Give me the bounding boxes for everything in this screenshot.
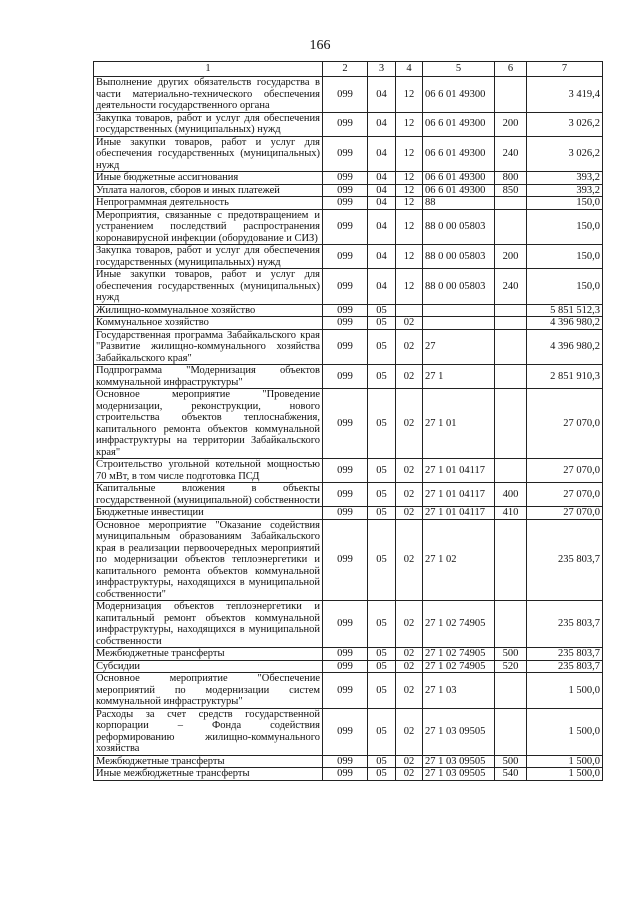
target-item-cell: 27 1 02 74905 (423, 601, 495, 648)
section-cell: 04 (368, 269, 396, 305)
item-name-cell: Основное мероприятие "Оказание содействия муниципальным образованиям Забайкальского края в реализации первоочередных мероприятий по модернизации объектов теплоэнергетики и капитального ремонта объектов коммунальной инфраструктуры, находящихся в муниципальной собственности" (94, 519, 323, 601)
section-cell: 04 (368, 77, 396, 113)
table-row (94, 483, 603, 507)
item-name-cell: Выполнение других обязательств государства в части материально-технического обеспечения деятельности государственного органа (94, 77, 323, 113)
target-item-cell: 27 1 01 04117 (423, 459, 495, 483)
ministry-code-cell: 099 (323, 507, 368, 520)
ministry-code-cell: 099 (323, 136, 368, 172)
amount-cell: 150,0 (527, 197, 603, 210)
amount-cell: 1 500,0 (527, 673, 603, 709)
section-cell: 05 (368, 329, 396, 365)
amount-cell: 27 070,0 (527, 459, 603, 483)
target-item-cell: 27 1 (423, 365, 495, 389)
ministry-code-cell: 099 (323, 708, 368, 755)
target-item-cell: 27 1 01 (423, 389, 495, 459)
target-item-cell: 06 6 01 49300 (423, 112, 495, 136)
subsection-cell: 02 (396, 483, 423, 507)
table-row (94, 197, 603, 210)
subsection-cell: 02 (396, 660, 423, 673)
budget-table (93, 61, 603, 781)
table-row (94, 648, 603, 661)
target-item-cell: 06 6 01 49300 (423, 136, 495, 172)
ministry-code-cell: 099 (323, 755, 368, 768)
subsection-cell: 02 (396, 507, 423, 520)
ministry-code-cell: 099 (323, 304, 368, 317)
section-cell: 05 (368, 459, 396, 483)
ministry-code-cell: 099 (323, 519, 368, 601)
ministry-code-cell: 099 (323, 648, 368, 661)
ministry-code-cell: 099 (323, 245, 368, 269)
section-cell: 05 (368, 365, 396, 389)
expense-type-cell: 850 (495, 184, 527, 197)
target-item-cell: 88 0 00 05803 (423, 245, 495, 269)
subsection-cell: 02 (396, 389, 423, 459)
column-header: 7 (527, 62, 603, 77)
column-header: 6 (495, 62, 527, 77)
target-item-cell: 27 1 01 04117 (423, 483, 495, 507)
amount-cell: 1 500,0 (527, 768, 603, 781)
table-row (94, 507, 603, 520)
target-item-cell: 88 (423, 197, 495, 210)
item-name-cell: Закупка товаров, работ и услуг для обеспечения государственных (муниципальных) нужд (94, 245, 323, 269)
subsection-cell: 12 (396, 245, 423, 269)
ministry-code-cell: 099 (323, 389, 368, 459)
table-row (94, 77, 603, 113)
ministry-code-cell: 099 (323, 673, 368, 709)
table-row (94, 112, 603, 136)
section-cell: 04 (368, 184, 396, 197)
table-row (94, 601, 603, 648)
expense-type-cell (495, 601, 527, 648)
ministry-code-cell: 099 (323, 329, 368, 365)
amount-cell: 1 500,0 (527, 755, 603, 768)
table-row (94, 755, 603, 768)
table-row (94, 519, 603, 601)
ministry-code-cell: 099 (323, 209, 368, 245)
table-row (94, 708, 603, 755)
item-name-cell: Уплата налогов, сборов и иных платежей (94, 184, 323, 197)
subsection-cell: 12 (396, 209, 423, 245)
subsection-cell: 02 (396, 708, 423, 755)
expense-type-cell: 520 (495, 660, 527, 673)
ministry-code-cell: 099 (323, 660, 368, 673)
section-cell: 05 (368, 483, 396, 507)
ministry-code-cell: 099 (323, 172, 368, 185)
table-row (94, 317, 603, 330)
expense-type-cell: 200 (495, 112, 527, 136)
item-name-cell: Государственная программа Забайкальского края "Развитие жилищно-коммунального хозяйства Забайкальского края" (94, 329, 323, 365)
subsection-cell: 12 (396, 172, 423, 185)
expense-type-cell (495, 708, 527, 755)
section-cell: 05 (368, 389, 396, 459)
amount-cell: 3 026,2 (527, 112, 603, 136)
ministry-code-cell: 099 (323, 77, 368, 113)
subsection-cell: 02 (396, 755, 423, 768)
ministry-code-cell: 099 (323, 269, 368, 305)
expense-type-cell (495, 317, 527, 330)
target-item-cell: 27 1 03 (423, 673, 495, 709)
item-name-cell: Жилищно-коммунальное хозяйство (94, 304, 323, 317)
header-row (94, 62, 603, 77)
amount-cell: 3 026,2 (527, 136, 603, 172)
target-item-cell: 88 0 00 05803 (423, 269, 495, 305)
ministry-code-cell: 099 (323, 317, 368, 330)
section-cell: 05 (368, 768, 396, 781)
amount-cell: 150,0 (527, 245, 603, 269)
table-row (94, 136, 603, 172)
section-cell: 04 (368, 245, 396, 269)
amount-cell: 27 070,0 (527, 389, 603, 459)
target-item-cell: 06 6 01 49300 (423, 172, 495, 185)
subsection-cell: 02 (396, 365, 423, 389)
section-cell: 05 (368, 648, 396, 661)
item-name-cell: Иные закупки товаров, работ и услуг для обеспечения государственных (муниципальных) нужд (94, 269, 323, 305)
subsection-cell: 02 (396, 459, 423, 483)
expense-type-cell (495, 329, 527, 365)
subsection-cell: 02 (396, 673, 423, 709)
section-cell: 04 (368, 136, 396, 172)
expense-type-cell (495, 365, 527, 389)
target-item-cell: 27 1 01 04117 (423, 507, 495, 520)
column-header: 5 (423, 62, 495, 77)
item-name-cell: Строительство угольной котельной мощностью 70 мВт, в том числе подготовка ПСД (94, 459, 323, 483)
column-header: 3 (368, 62, 396, 77)
column-header: 4 (396, 62, 423, 77)
subsection-cell: 02 (396, 317, 423, 330)
expense-type-cell: 500 (495, 648, 527, 661)
target-item-cell (423, 317, 495, 330)
table-row (94, 209, 603, 245)
amount-cell: 4 396 980,2 (527, 317, 603, 330)
item-name-cell: Иные закупки товаров, работ и услуг для обеспечения государственных (муниципальных) нужд (94, 136, 323, 172)
expense-type-cell: 800 (495, 172, 527, 185)
column-header: 1 (94, 62, 323, 77)
table-row (94, 269, 603, 305)
section-cell: 05 (368, 660, 396, 673)
ministry-code-cell: 099 (323, 365, 368, 389)
page-number: 166 (309, 38, 331, 53)
subsection-cell: 02 (396, 329, 423, 365)
amount-cell: 3 419,4 (527, 77, 603, 113)
target-item-cell: 27 1 02 74905 (423, 660, 495, 673)
section-cell: 05 (368, 708, 396, 755)
item-name-cell: Основное мероприятие "Проведение модернизации, реконструкции, нового строительства объектов теплоснабжения, капитального ремонта объектов коммунальной инфраструктуры на территории Забайкальского края" (94, 389, 323, 459)
section-cell: 04 (368, 112, 396, 136)
expense-type-cell (495, 519, 527, 601)
amount-cell: 393,2 (527, 172, 603, 185)
target-item-cell: 27 1 03 09505 (423, 755, 495, 768)
table-row (94, 184, 603, 197)
expense-type-cell (495, 304, 527, 317)
target-item-cell: 27 1 02 (423, 519, 495, 601)
expense-type-cell (495, 77, 527, 113)
expense-type-cell: 540 (495, 768, 527, 781)
target-item-cell: 27 1 02 74905 (423, 648, 495, 661)
subsection-cell: 02 (396, 648, 423, 661)
subsection-cell: 12 (396, 269, 423, 305)
subsection-cell (396, 304, 423, 317)
expense-type-cell (495, 389, 527, 459)
target-item-cell: 06 6 01 49300 (423, 77, 495, 113)
item-name-cell: Мероприятия, связанные с предотвращением и устранением последствий распространения коронавирусной инфекции (оборудование и СИЗ) (94, 209, 323, 245)
item-name-cell: Межбюджетные трансферты (94, 755, 323, 768)
ministry-code-cell: 099 (323, 112, 368, 136)
amount-cell: 5 851 512,3 (527, 304, 603, 317)
expense-type-cell: 200 (495, 245, 527, 269)
item-name-cell: Иные межбюджетные трансферты (94, 768, 323, 781)
expense-type-cell (495, 673, 527, 709)
target-item-cell: 27 (423, 329, 495, 365)
amount-cell: 4 396 980,2 (527, 329, 603, 365)
table-row (94, 172, 603, 185)
section-cell: 04 (368, 209, 396, 245)
ministry-code-cell: 099 (323, 197, 368, 210)
amount-cell: 235 803,7 (527, 601, 603, 648)
expense-type-cell (495, 459, 527, 483)
amount-cell: 235 803,7 (527, 660, 603, 673)
item-name-cell: Субсидии (94, 660, 323, 673)
item-name-cell: Межбюджетные трансферты (94, 648, 323, 661)
item-name-cell: Основное мероприятие "Обеспечение мероприятий по модернизации систем коммунальной инфраструктуры" (94, 673, 323, 709)
amount-cell: 235 803,7 (527, 519, 603, 601)
subsection-cell: 12 (396, 136, 423, 172)
amount-cell: 1 500,0 (527, 708, 603, 755)
item-name-cell: Модернизация объектов теплоэнергетики и капитальный ремонт объектов коммунальной инфраструктуры, находящихся в муниципальной собственности (94, 601, 323, 648)
section-cell: 04 (368, 197, 396, 210)
item-name-cell: Непрограммная деятельность (94, 197, 323, 210)
table-row (94, 365, 603, 389)
section-cell: 05 (368, 519, 396, 601)
ministry-code-cell: 099 (323, 184, 368, 197)
amount-cell: 393,2 (527, 184, 603, 197)
section-cell: 05 (368, 317, 396, 330)
section-cell: 04 (368, 172, 396, 185)
item-name-cell: Капитальные вложения в объекты государственной (муниципальной) собственности (94, 483, 323, 507)
expense-type-cell: 240 (495, 269, 527, 305)
item-name-cell: Иные бюджетные ассигнования (94, 172, 323, 185)
subsection-cell: 02 (396, 601, 423, 648)
amount-cell: 150,0 (527, 209, 603, 245)
expense-type-cell (495, 197, 527, 210)
amount-cell: 27 070,0 (527, 483, 603, 507)
ministry-code-cell: 099 (323, 483, 368, 507)
table-row (94, 660, 603, 673)
expense-type-cell: 240 (495, 136, 527, 172)
item-name-cell: Коммунальное хозяйство (94, 317, 323, 330)
table-row (94, 304, 603, 317)
item-name-cell: Подпрограмма "Модернизация объектов коммунальной инфраструктуры" (94, 365, 323, 389)
subsection-cell: 02 (396, 768, 423, 781)
amount-cell: 150,0 (527, 269, 603, 305)
table-row (94, 329, 603, 365)
target-item-cell: 27 1 03 09505 (423, 768, 495, 781)
section-cell: 05 (368, 304, 396, 317)
ministry-code-cell: 099 (323, 459, 368, 483)
target-item-cell: 06 6 01 49300 (423, 184, 495, 197)
table-row (94, 768, 603, 781)
amount-cell: 235 803,7 (527, 648, 603, 661)
ministry-code-cell: 099 (323, 601, 368, 648)
target-item-cell: 88 0 00 05803 (423, 209, 495, 245)
section-cell: 05 (368, 507, 396, 520)
expense-type-cell: 400 (495, 483, 527, 507)
table-row (94, 459, 603, 483)
amount-cell: 27 070,0 (527, 507, 603, 520)
section-cell: 05 (368, 601, 396, 648)
table-row (94, 389, 603, 459)
target-item-cell (423, 304, 495, 317)
amount-cell: 2 851 910,3 (527, 365, 603, 389)
expense-type-cell: 500 (495, 755, 527, 768)
item-name-cell: Закупка товаров, работ и услуг для обеспечения государственных (муниципальных) нужд (94, 112, 323, 136)
section-cell: 05 (368, 755, 396, 768)
subsection-cell: 02 (396, 519, 423, 601)
ministry-code-cell: 099 (323, 768, 368, 781)
item-name-cell: Расходы за счет средств государственной корпорации – Фонда содействия реформированию жилищно-коммунального хозяйства (94, 708, 323, 755)
table-row (94, 245, 603, 269)
subsection-cell: 12 (396, 77, 423, 113)
expense-type-cell (495, 209, 527, 245)
subsection-cell: 12 (396, 197, 423, 210)
item-name-cell: Бюджетные инвестиции (94, 507, 323, 520)
target-item-cell: 27 1 03 09505 (423, 708, 495, 755)
column-header: 2 (323, 62, 368, 77)
expense-type-cell: 410 (495, 507, 527, 520)
table-row (94, 673, 603, 709)
subsection-cell: 12 (396, 184, 423, 197)
section-cell: 05 (368, 673, 396, 709)
subsection-cell: 12 (396, 112, 423, 136)
